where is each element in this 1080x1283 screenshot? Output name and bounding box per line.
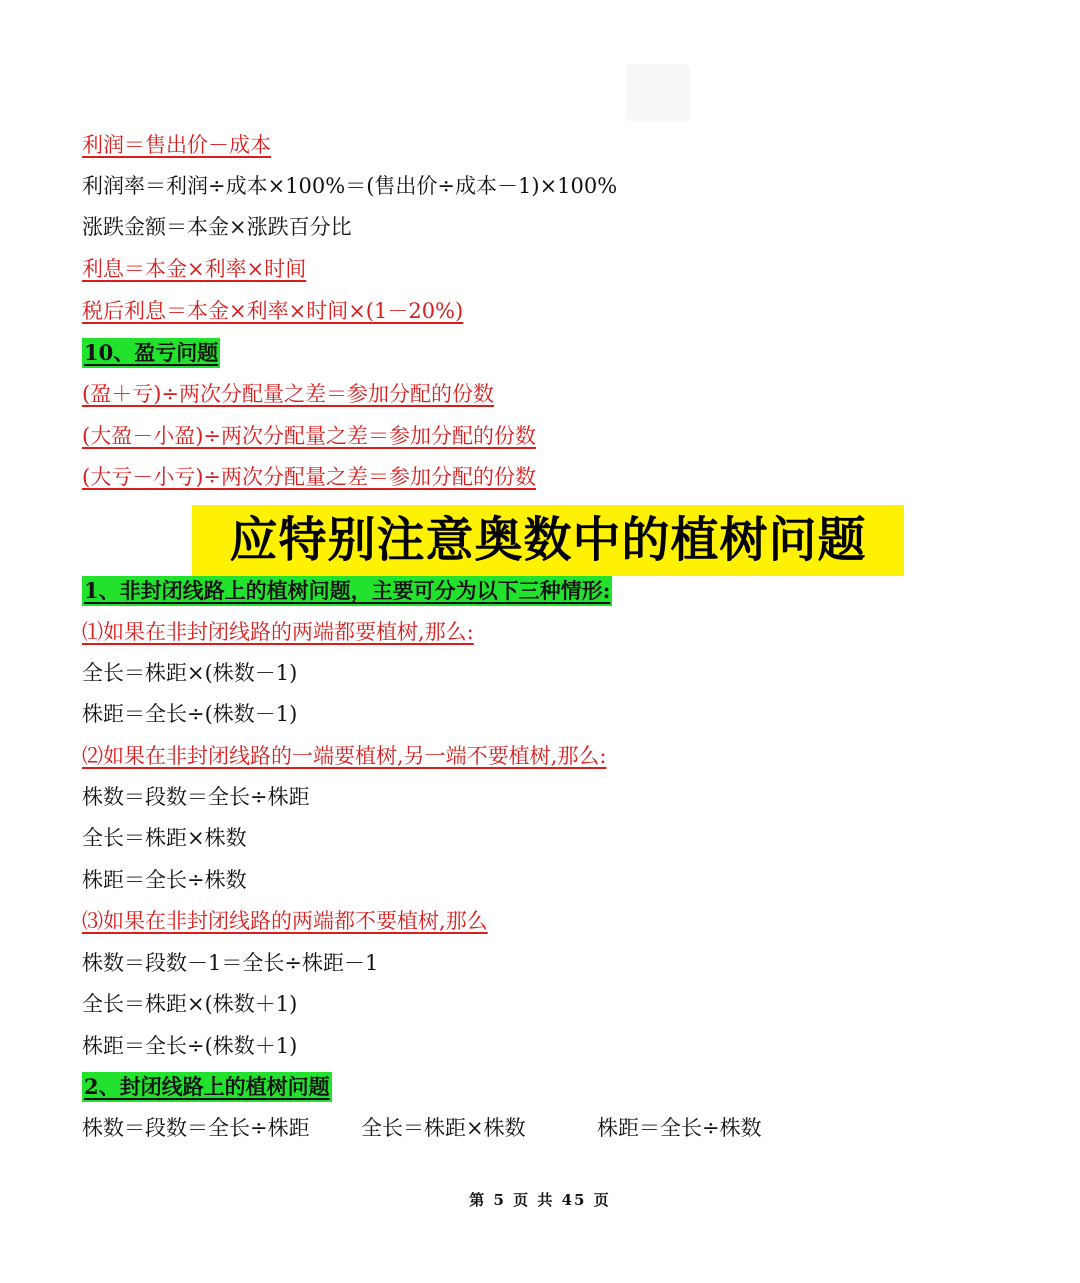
case-3-formula-1: 株数＝段数－1＝全长÷株距－1 — [82, 951, 379, 975]
change-amount-formula: 涨跌金额＝本金×涨跌百分比 — [82, 215, 352, 239]
interest-formula: 利息＝本金×利率×时间 — [82, 257, 307, 281]
profit-loss-formula-1: (盈＋亏)÷两次分配量之差＝参加分配的份数 — [82, 382, 494, 406]
case-2-formula-2: 全长＝株距×株数 — [82, 826, 247, 850]
main-title: 应特别注意奥数中的植树问题 — [192, 505, 904, 576]
case-3-description: ⑶如果在非封闭线路的两端都不要植树,那么 — [82, 909, 488, 933]
case-3-formula-2: 全长＝株距×(株数＋1) — [82, 992, 298, 1016]
profit-formula: 利润＝售出价－成本 — [82, 133, 271, 157]
section-open-line-heading: 1、非封闭线路上的植树问题，主要可分为以下三种情形: — [82, 576, 612, 606]
case-2-formula-3: 株距＝全长÷株数 — [82, 868, 247, 892]
profit-loss-formula-3: (大亏－小亏)÷两次分配量之差＝参加分配的份数 — [82, 465, 536, 489]
case-3-formula-3: 株距＝全长÷(株数＋1) — [82, 1034, 298, 1058]
closed-formula-2: 全长＝株距×株数 — [361, 1116, 526, 1140]
faint-scan-mark — [626, 64, 690, 122]
closed-formula-3: 株距＝全长÷株数 — [597, 1116, 762, 1140]
page-footer: 第 5 页 共 45 页 — [469, 1191, 611, 1209]
section-closed-line-heading: 2、封闭线路上的植树问题 — [82, 1072, 332, 1102]
after-tax-interest-formula: 税后利息＝本金×利率×时间×(1－20%) — [82, 299, 464, 323]
case-1-formula-2: 株距＝全长÷(株数－1) — [82, 702, 298, 726]
case-2-formula-1: 株数＝段数＝全长÷株距 — [82, 785, 310, 809]
case-1-formula-1: 全长＝株距×(株数－1) — [82, 661, 298, 685]
section-profit-loss-heading: 10、盈亏问题 — [82, 338, 220, 368]
case-1-description: ⑴如果在非封闭线路的两端都要植树,那么: — [82, 620, 474, 644]
profit-rate-formula: 利润率＝利润÷成本×100%＝(售出价÷成本－1)×100% — [82, 174, 618, 198]
closed-line-formulas — [82, 1113, 802, 1145]
closed-formula-1: 株数＝段数＝全长÷株距 — [82, 1116, 310, 1140]
case-2-description: ⑵如果在非封闭线路的一端要植树,另一端不要植树,那么: — [82, 744, 607, 768]
profit-loss-formula-2: (大盈－小盈)÷两次分配量之差＝参加分配的份数 — [82, 424, 536, 448]
